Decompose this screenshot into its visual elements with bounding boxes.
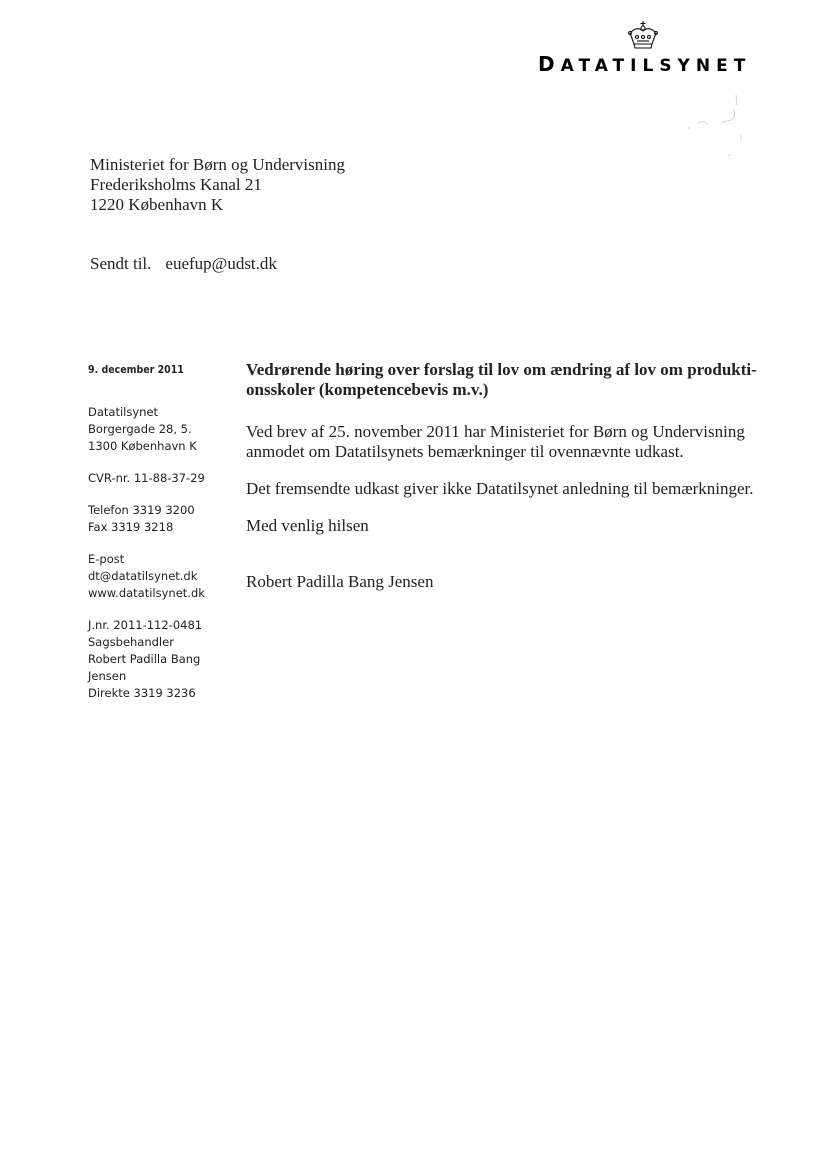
phone-line: Telefon 3319 3200: [88, 503, 195, 517]
sent-to-label: Sendt til.: [90, 254, 152, 273]
recipient-city: 1220 København K: [90, 195, 224, 214]
recipient-address: [90, 155, 345, 215]
sender-address: [88, 404, 238, 455]
logo-initial: D: [538, 52, 561, 76]
logo-rest: ATATILSYNET: [560, 56, 752, 76]
crown-icon: [626, 20, 660, 50]
case-handler-name: Robert Padilla Bang: [88, 652, 201, 666]
recipient-name: Ministeriet for Børn og Undervisning: [90, 155, 345, 174]
sender-cvr: [88, 470, 238, 487]
letter-paragraph: Ved brev af 25. november 2011 har Ministeriet for Børn og Undervisning anmodet om Datatilsynets bemærkninger til ovennævnte udkast.: [246, 422, 745, 461]
case-handler-label: Sagsbehandler: [88, 635, 174, 649]
sent-to-email: euefup@udst.dk: [165, 254, 277, 273]
scan-speckle-marks: [636, 90, 756, 170]
direct-phone: Direkte 3319 3236: [88, 686, 196, 700]
sender-address-line: Borgergade 28, 5.: [88, 422, 192, 436]
recipient-street: Frederiksholms Kanal 21: [90, 175, 262, 194]
logo-wordmark: [538, 52, 760, 76]
sender-address-line: Datatilsynet: [88, 405, 159, 419]
case-handler-name-cont: Jensen: [88, 669, 127, 683]
letter-closing: Med venlig hilsen: [246, 516, 369, 535]
letter-date: 9. december 2011: [88, 364, 184, 376]
letterhead-logo: [538, 20, 760, 76]
sender-sidebar: [88, 362, 238, 717]
case-number: J.nr. 2011-112-0481: [88, 618, 203, 632]
letter-signature: Robert Padilla Bang Jensen: [246, 572, 434, 591]
fax-line: Fax 3319 3218: [88, 520, 174, 534]
cvr-number: CVR-nr. 11-88-37-29: [88, 471, 205, 485]
sender-contact: [88, 551, 238, 602]
sender-website: www.datatilsynet.dk: [88, 586, 205, 600]
sender-phones: [88, 502, 238, 536]
case-info: [88, 617, 238, 702]
letter-subject: Vedrørende høring over forslag til lov om ændring af lov om produkti-onsskoler (kompetencebevis m.v.): [246, 360, 757, 399]
letter-paragraph: Det fremsendte udkast giver ikke Datatilsynet anledning til bemærkninger.: [246, 479, 754, 498]
sender-address-line: 1300 København K: [88, 439, 197, 453]
sent-to-line: [90, 254, 277, 274]
email-label: E-post: [88, 552, 125, 566]
letter-body: [246, 360, 766, 609]
sender-email: dt@datatilsynet.dk: [88, 569, 198, 583]
